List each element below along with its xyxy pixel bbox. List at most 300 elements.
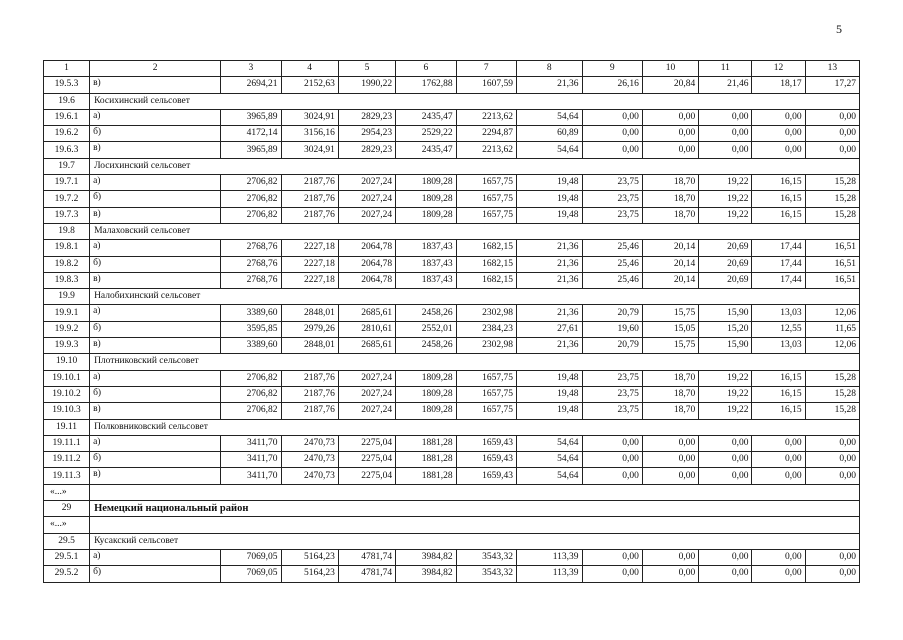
section-row: [44, 93, 860, 109]
section-code-cell: 19.8: [44, 223, 90, 239]
value-cell: 19,48: [516, 386, 582, 402]
value-cell: 2027,24: [338, 386, 395, 402]
value-cell: 1837,43: [396, 256, 456, 272]
value-cell: 19,22: [699, 191, 752, 207]
value-cell: 20,79: [582, 305, 642, 321]
ellipsis-cell: «...»: [44, 484, 90, 500]
value-cell: 1682,15: [456, 272, 516, 288]
row-subitem-cell: б): [90, 126, 221, 142]
value-cell: 20,69: [699, 256, 752, 272]
value-cell: 3024,91: [281, 142, 338, 158]
value-cell: 15,28: [805, 370, 859, 386]
value-cell: 0,00: [642, 468, 698, 484]
value-cell: 2187,76: [281, 403, 338, 419]
value-cell: 2768,76: [221, 272, 281, 288]
value-cell: 1659,43: [456, 435, 516, 451]
value-cell: 0,00: [642, 126, 698, 142]
value-cell: 11,65: [805, 321, 859, 337]
value-cell: 2706,82: [221, 175, 281, 191]
header-cell: 7: [456, 61, 516, 77]
value-cell: 2458,26: [396, 338, 456, 354]
value-cell: 19,22: [699, 403, 752, 419]
value-cell: 23,75: [582, 370, 642, 386]
value-cell: 2187,76: [281, 370, 338, 386]
value-cell: 21,36: [516, 272, 582, 288]
value-cell: 23,75: [582, 175, 642, 191]
row-subitem-cell: в): [90, 77, 221, 93]
row-code-cell: 19.6.3: [44, 142, 90, 158]
row-subitem-cell: а): [90, 240, 221, 256]
value-cell: 21,36: [516, 77, 582, 93]
value-cell: 60,89: [516, 126, 582, 142]
row-code-cell: 19.10.3: [44, 403, 90, 419]
value-cell: 2227,18: [281, 240, 338, 256]
value-cell: 23,75: [582, 191, 642, 207]
value-cell: 5164,23: [281, 566, 338, 582]
value-cell: 4172,14: [221, 126, 281, 142]
value-cell: 12,06: [805, 338, 859, 354]
value-cell: 0,00: [752, 109, 805, 125]
value-cell: 0,00: [752, 142, 805, 158]
value-cell: 16,51: [805, 256, 859, 272]
value-cell: 5164,23: [281, 549, 338, 565]
section-name-cell: Малаховский сельсовет: [90, 223, 860, 239]
value-cell: 17,27: [805, 77, 859, 93]
value-cell: 0,00: [699, 435, 752, 451]
value-cell: 2470,73: [281, 452, 338, 468]
value-cell: 0,00: [699, 452, 752, 468]
value-cell: 3965,89: [221, 109, 281, 125]
value-cell: 13,03: [752, 338, 805, 354]
row-code-cell: 19.8.3: [44, 272, 90, 288]
table-row: [44, 77, 860, 93]
row-code-cell: 19.10.2: [44, 386, 90, 402]
value-cell: 25,46: [582, 240, 642, 256]
value-cell: 1762,88: [396, 77, 456, 93]
value-cell: 0,00: [582, 549, 642, 565]
value-cell: 18,70: [642, 370, 698, 386]
value-cell: 3024,91: [281, 109, 338, 125]
value-cell: 0,00: [752, 566, 805, 582]
value-cell: 18,70: [642, 403, 698, 419]
row-subitem-cell: а): [90, 109, 221, 125]
table-row: [44, 256, 860, 272]
value-cell: 21,36: [516, 305, 582, 321]
section-name-cell: Лосихинский сельсовет: [90, 158, 860, 174]
value-cell: 2470,73: [281, 468, 338, 484]
value-cell: 1809,28: [396, 175, 456, 191]
value-cell: 0,00: [582, 109, 642, 125]
value-cell: 3156,16: [281, 126, 338, 142]
value-cell: 0,00: [582, 468, 642, 484]
value-cell: 1809,28: [396, 403, 456, 419]
value-cell: 2027,24: [338, 191, 395, 207]
value-cell: 1809,28: [396, 370, 456, 386]
value-cell: 1657,75: [456, 386, 516, 402]
value-cell: 1659,43: [456, 468, 516, 484]
section-code-cell: 29.5: [44, 533, 90, 549]
section-code-cell: 29: [44, 501, 90, 517]
value-cell: 0,00: [805, 566, 859, 582]
table-row: [44, 321, 860, 337]
value-cell: 2187,76: [281, 386, 338, 402]
row-subitem-cell: в): [90, 468, 221, 484]
value-cell: 2706,82: [221, 386, 281, 402]
value-cell: 54,64: [516, 142, 582, 158]
table-row: [44, 207, 860, 223]
value-cell: 16,51: [805, 272, 859, 288]
value-cell: 2810,61: [338, 321, 395, 337]
value-cell: 0,00: [582, 435, 642, 451]
value-cell: 0,00: [805, 435, 859, 451]
table-row: [44, 549, 860, 565]
value-cell: 15,28: [805, 175, 859, 191]
value-cell: 2685,61: [338, 305, 395, 321]
table-row: [44, 468, 860, 484]
value-cell: 2458,26: [396, 305, 456, 321]
row-subitem-cell: б): [90, 566, 221, 582]
section-name-cell: Немецкий национальный район: [90, 501, 860, 517]
value-cell: 0,00: [642, 435, 698, 451]
header-cell: 4: [281, 61, 338, 77]
value-cell: 19,22: [699, 175, 752, 191]
value-cell: 2979,26: [281, 321, 338, 337]
value-cell: 0,00: [642, 452, 698, 468]
value-cell: 2227,18: [281, 272, 338, 288]
section-name-cell: Налобихинский сельсовет: [90, 289, 860, 305]
header-cell: 3: [221, 61, 281, 77]
row-code-cell: 19.7.3: [44, 207, 90, 223]
table-row: [44, 142, 860, 158]
value-cell: 2187,76: [281, 191, 338, 207]
value-cell: 2768,76: [221, 240, 281, 256]
table-row: [44, 272, 860, 288]
value-cell: 2829,23: [338, 142, 395, 158]
header-row: [44, 61, 860, 77]
value-cell: 2064,78: [338, 256, 395, 272]
section-row: [44, 354, 860, 370]
value-cell: 3411,70: [221, 435, 281, 451]
value-cell: 2706,82: [221, 191, 281, 207]
row-subitem-cell: б): [90, 256, 221, 272]
value-cell: 2294,87: [456, 126, 516, 142]
value-cell: 0,00: [805, 549, 859, 565]
table-row: [44, 191, 860, 207]
header-cell: 12: [752, 61, 805, 77]
page-number: 5: [836, 22, 842, 36]
value-cell: 15,28: [805, 403, 859, 419]
section-row: [44, 501, 860, 517]
value-cell: 20,79: [582, 338, 642, 354]
value-cell: 2302,98: [456, 338, 516, 354]
header-cell: 13: [805, 61, 859, 77]
section-row: [44, 533, 860, 549]
value-cell: 15,90: [699, 338, 752, 354]
value-cell: 16,15: [752, 370, 805, 386]
value-cell: 1809,28: [396, 191, 456, 207]
value-cell: 19,48: [516, 175, 582, 191]
value-cell: 2552,01: [396, 321, 456, 337]
value-cell: 16,15: [752, 191, 805, 207]
section-name-cell: Косихинский сельсовет: [90, 93, 860, 109]
value-cell: 2954,23: [338, 126, 395, 142]
value-cell: 0,00: [582, 142, 642, 158]
value-cell: 1657,75: [456, 403, 516, 419]
value-cell: 0,00: [642, 566, 698, 582]
section-code-cell: 19.10: [44, 354, 90, 370]
row-code-cell: 19.9.3: [44, 338, 90, 354]
value-cell: 18,17: [752, 77, 805, 93]
row-code-cell: 19.11.3: [44, 468, 90, 484]
value-cell: 1990,22: [338, 77, 395, 93]
value-cell: 2152,63: [281, 77, 338, 93]
section-name-cell: Кусакский сельсовет: [90, 533, 860, 549]
value-cell: 0,00: [699, 109, 752, 125]
value-cell: 2064,78: [338, 272, 395, 288]
value-cell: 2384,23: [456, 321, 516, 337]
section-code-cell: 19.11: [44, 419, 90, 435]
value-cell: 16,15: [752, 386, 805, 402]
row-code-cell: 19.10.1: [44, 370, 90, 386]
value-cell: 0,00: [699, 468, 752, 484]
value-cell: 21,36: [516, 240, 582, 256]
value-cell: 20,14: [642, 256, 698, 272]
ellipsis-cell: «...»: [44, 517, 90, 533]
row-subitem-cell: в): [90, 142, 221, 158]
value-cell: 20,14: [642, 240, 698, 256]
value-cell: 0,00: [699, 566, 752, 582]
row-subitem-cell: а): [90, 305, 221, 321]
value-cell: 15,28: [805, 386, 859, 402]
value-cell: 0,00: [642, 142, 698, 158]
value-cell: 17,44: [752, 240, 805, 256]
value-cell: 2706,82: [221, 370, 281, 386]
value-cell: 1659,43: [456, 452, 516, 468]
value-cell: 0,00: [699, 549, 752, 565]
value-cell: 21,46: [699, 77, 752, 93]
value-cell: 7069,05: [221, 566, 281, 582]
value-cell: 2829,23: [338, 109, 395, 125]
value-cell: 15,28: [805, 191, 859, 207]
row-subitem-cell: в): [90, 272, 221, 288]
table-row: [44, 240, 860, 256]
value-cell: 19,22: [699, 386, 752, 402]
value-cell: 21,36: [516, 256, 582, 272]
value-cell: 12,06: [805, 305, 859, 321]
ellipsis-row: [44, 484, 860, 500]
value-cell: 1881,28: [396, 435, 456, 451]
value-cell: 15,75: [642, 305, 698, 321]
value-cell: 15,05: [642, 321, 698, 337]
value-cell: 23,75: [582, 386, 642, 402]
value-cell: 0,00: [582, 566, 642, 582]
value-cell: 17,44: [752, 272, 805, 288]
value-cell: 2685,61: [338, 338, 395, 354]
value-cell: 3543,32: [456, 566, 516, 582]
value-cell: 2768,76: [221, 256, 281, 272]
table-row: [44, 403, 860, 419]
value-cell: 113,39: [516, 566, 582, 582]
value-cell: 0,00: [642, 109, 698, 125]
value-cell: 0,00: [642, 549, 698, 565]
value-cell: 13,03: [752, 305, 805, 321]
value-cell: 2706,82: [221, 403, 281, 419]
value-cell: 19,48: [516, 191, 582, 207]
value-cell: 27,61: [516, 321, 582, 337]
value-cell: 2027,24: [338, 403, 395, 419]
value-cell: 2213,62: [456, 142, 516, 158]
value-cell: 0,00: [805, 109, 859, 125]
value-cell: 1881,28: [396, 452, 456, 468]
value-cell: 19,48: [516, 403, 582, 419]
table-body: [44, 61, 860, 583]
value-cell: 16,15: [752, 175, 805, 191]
value-cell: 0,00: [805, 452, 859, 468]
value-cell: 2187,76: [281, 207, 338, 223]
value-cell: 2275,04: [338, 435, 395, 451]
row-code-cell: 29.5.1: [44, 549, 90, 565]
value-cell: 2027,24: [338, 207, 395, 223]
section-code-cell: 19.7: [44, 158, 90, 174]
value-cell: 2213,62: [456, 109, 516, 125]
value-cell: 54,64: [516, 435, 582, 451]
value-cell: 0,00: [752, 468, 805, 484]
value-cell: 1809,28: [396, 386, 456, 402]
value-cell: 2064,78: [338, 240, 395, 256]
table-row: [44, 370, 860, 386]
table-row: [44, 386, 860, 402]
section-name-cell: Полковниковский сельсовет: [90, 419, 860, 435]
value-cell: 2529,22: [396, 126, 456, 142]
value-cell: 0,00: [699, 142, 752, 158]
header-cell: 6: [396, 61, 456, 77]
value-cell: 2848,01: [281, 305, 338, 321]
row-code-cell: 29.5.2: [44, 566, 90, 582]
value-cell: 1837,43: [396, 272, 456, 288]
value-cell: 3389,60: [221, 338, 281, 354]
value-cell: 19,48: [516, 207, 582, 223]
value-cell: 3411,70: [221, 468, 281, 484]
section-row: [44, 158, 860, 174]
row-subitem-cell: б): [90, 452, 221, 468]
value-cell: 25,46: [582, 256, 642, 272]
value-cell: 1809,28: [396, 207, 456, 223]
value-cell: 19,22: [699, 207, 752, 223]
row-subitem-cell: б): [90, 321, 221, 337]
row-code-cell: 19.8.2: [44, 256, 90, 272]
value-cell: 25,46: [582, 272, 642, 288]
value-cell: 1657,75: [456, 191, 516, 207]
value-cell: 1657,75: [456, 370, 516, 386]
row-subitem-cell: а): [90, 435, 221, 451]
table-row: [44, 452, 860, 468]
value-cell: 1881,28: [396, 468, 456, 484]
value-cell: 20,69: [699, 272, 752, 288]
data-table: [43, 60, 860, 583]
table-row: [44, 305, 860, 321]
value-cell: 18,70: [642, 386, 698, 402]
value-cell: 1657,75: [456, 175, 516, 191]
value-cell: 15,28: [805, 207, 859, 223]
value-cell: 0,00: [752, 452, 805, 468]
value-cell: 0,00: [699, 126, 752, 142]
value-cell: 16,15: [752, 207, 805, 223]
value-cell: 23,75: [582, 403, 642, 419]
value-cell: 17,44: [752, 256, 805, 272]
value-cell: 2435,47: [396, 109, 456, 125]
value-cell: 2470,73: [281, 435, 338, 451]
section-row: [44, 223, 860, 239]
value-cell: 19,48: [516, 370, 582, 386]
value-cell: 12,55: [752, 321, 805, 337]
value-cell: 15,20: [699, 321, 752, 337]
row-code-cell: 19.11.1: [44, 435, 90, 451]
value-cell: 2848,01: [281, 338, 338, 354]
value-cell: 0,00: [582, 452, 642, 468]
section-code-cell: 19.9: [44, 289, 90, 305]
ellipsis-blank-cell: [90, 517, 860, 533]
row-code-cell: 19.6.1: [44, 109, 90, 125]
value-cell: 2694,21: [221, 77, 281, 93]
value-cell: 0,00: [805, 468, 859, 484]
value-cell: 0,00: [582, 126, 642, 142]
value-cell: 3543,32: [456, 549, 516, 565]
header-cell: 2: [90, 61, 221, 77]
table-row: [44, 338, 860, 354]
value-cell: 19,60: [582, 321, 642, 337]
ellipsis-blank-cell: [90, 484, 860, 500]
value-cell: 1837,43: [396, 240, 456, 256]
row-code-cell: 19.9.1: [44, 305, 90, 321]
value-cell: 2302,98: [456, 305, 516, 321]
value-cell: 113,39: [516, 549, 582, 565]
table-row: [44, 175, 860, 191]
row-code-cell: 19.9.2: [44, 321, 90, 337]
value-cell: 2435,47: [396, 142, 456, 158]
section-name-cell: Плотниковский сельсовет: [90, 354, 860, 370]
row-subitem-cell: в): [90, 338, 221, 354]
row-code-cell: 19.8.1: [44, 240, 90, 256]
row-subitem-cell: в): [90, 207, 221, 223]
value-cell: 20,84: [642, 77, 698, 93]
value-cell: 21,36: [516, 338, 582, 354]
row-subitem-cell: а): [90, 175, 221, 191]
row-code-cell: 19.7.2: [44, 191, 90, 207]
header-cell: 11: [699, 61, 752, 77]
section-code-cell: 19.6: [44, 93, 90, 109]
row-subitem-cell: б): [90, 191, 221, 207]
value-cell: 2706,82: [221, 207, 281, 223]
value-cell: 54,64: [516, 452, 582, 468]
value-cell: 20,69: [699, 240, 752, 256]
section-row: [44, 419, 860, 435]
value-cell: 2187,76: [281, 175, 338, 191]
value-cell: 54,64: [516, 468, 582, 484]
value-cell: 1682,15: [456, 256, 516, 272]
value-cell: 2027,24: [338, 370, 395, 386]
row-subitem-cell: а): [90, 549, 221, 565]
value-cell: 2275,04: [338, 468, 395, 484]
value-cell: 54,64: [516, 109, 582, 125]
value-cell: 15,90: [699, 305, 752, 321]
value-cell: 1607,59: [456, 77, 516, 93]
row-subitem-cell: б): [90, 386, 221, 402]
value-cell: 2275,04: [338, 452, 395, 468]
value-cell: 26,16: [582, 77, 642, 93]
value-cell: 7069,05: [221, 549, 281, 565]
header-cell: 9: [582, 61, 642, 77]
value-cell: 20,14: [642, 272, 698, 288]
